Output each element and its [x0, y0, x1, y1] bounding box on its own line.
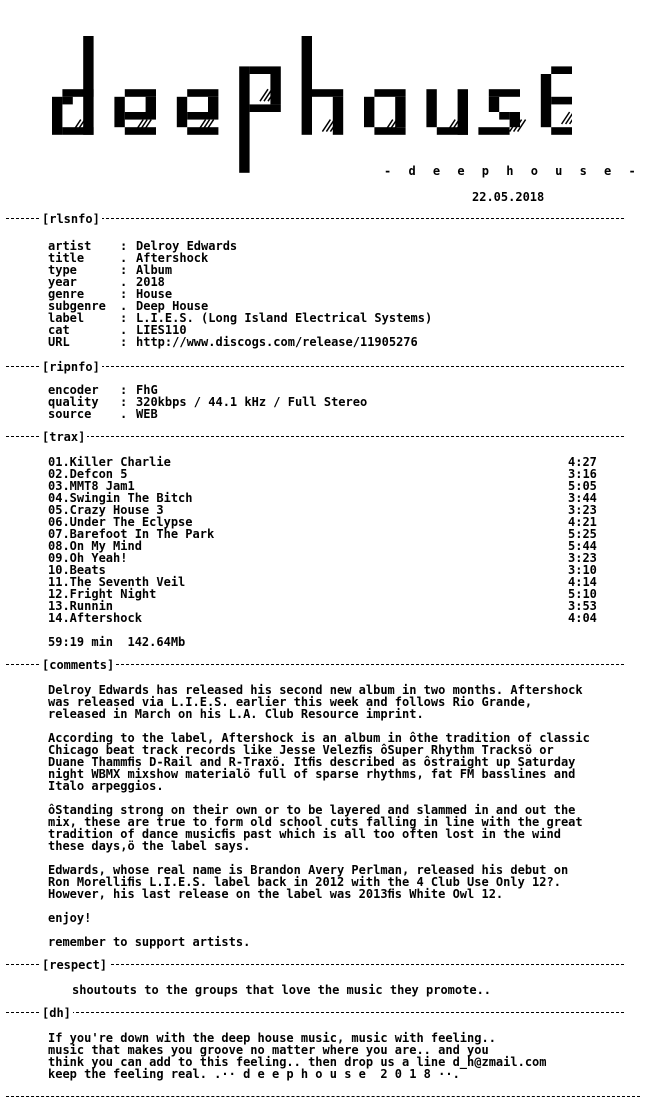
logo-block	[489, 97, 499, 112]
release-value: http://www.discogs.com/release/11905276	[136, 335, 418, 349]
release-key: type	[48, 263, 77, 277]
release-key: cat	[48, 323, 70, 337]
release-key: subgenre	[48, 299, 106, 313]
section-label-respect: [respect]	[42, 958, 108, 972]
comment-paragraph: According to the label, Aftershock is an album in ôthe tradition of classic Chicago beat track records like Jesse Velezﬁs ôSuper Rhythm Tracksö or Duane Thammﬁs D-Rail and R-Traxö. Itﬁs described as ôstraight up Saturday night WBMX mixshow materialö full of sparse rhythms, fat FM basslines and Italo arpeggios.	[48, 731, 590, 793]
release-value: 2018	[136, 275, 165, 289]
logo-block	[125, 112, 156, 120]
release-value: LIES110	[136, 323, 187, 337]
totals: 59:19 min 142.64Mb	[48, 635, 186, 649]
release-sep: :	[120, 335, 128, 349]
logo-block	[302, 36, 312, 135]
logo-block	[114, 97, 124, 127]
logo-block	[374, 89, 405, 97]
section-label-rlsnfo: [rlsnfo]	[42, 212, 100, 226]
logo-block	[478, 127, 509, 135]
track-title: 06.Under The Eclypse	[48, 515, 193, 529]
section-label-trax: [trax]	[42, 430, 86, 444]
logo-hatch	[322, 120, 330, 132]
comment-paragraph: Edwards, whose real name is Brandon Avery Perlman, released his debut on Ron Morelliﬁs L.I.E.S. label back in 2012 with the 4 Club Use Only 12?. However, his last release on the label was 2013ﬁs White Owl 12.	[48, 863, 569, 901]
track-title: 10.Beats	[48, 563, 106, 577]
track-title: 12.Fright Night	[48, 587, 157, 601]
logo-block	[187, 112, 218, 120]
track-length: 5:10	[568, 587, 597, 601]
logo-block	[426, 89, 436, 127]
rip-sep: .	[120, 407, 128, 421]
logo-block	[208, 97, 218, 112]
release-value: Delroy Edwards	[136, 239, 238, 253]
section-divider-trax	[6, 430, 646, 444]
logo-block	[52, 97, 62, 135]
release-value: Aftershock	[136, 251, 209, 265]
comment-enjoy: enjoy!	[48, 911, 92, 925]
release-key: title	[48, 251, 85, 265]
release-sep: :	[120, 263, 128, 277]
track-length: 3:23	[568, 503, 597, 517]
logo-block	[312, 89, 343, 97]
release-sep: :	[120, 239, 128, 253]
rip-sep: :	[120, 383, 128, 397]
track-title: 11.The Seventh Veil	[48, 575, 186, 589]
logo-block	[250, 104, 281, 112]
track-length: 3:16	[568, 467, 597, 481]
logo-block	[551, 66, 572, 74]
track-title: 14.Aftershock	[48, 611, 142, 625]
logo-block	[458, 89, 468, 135]
logo-block	[187, 89, 218, 97]
release-sep: .	[120, 299, 128, 313]
rip-key: quality	[48, 395, 99, 409]
release-sep: :	[120, 287, 128, 301]
section-divider-dh	[6, 1006, 646, 1020]
release-key: label	[48, 311, 85, 325]
track-length: 5:25	[568, 527, 597, 541]
track-title: 04.Swingin The Bitch	[48, 491, 193, 505]
release-key: genre	[48, 287, 85, 301]
release-key: artist	[48, 239, 92, 253]
section-label-ripnfo: [ripnfo]	[42, 360, 100, 374]
dh-text: If you're down with the deep house music, music with feeling.. music that makes you groove no matter where you are.. and you think you can add to this feeling.. then drop us a line d_h@zmail.com keep the feeling real. .·· d e e p h o u s e 2 0 1 8 ··.	[48, 1031, 547, 1081]
track-length: 5:44	[568, 539, 597, 553]
logo-block	[250, 66, 281, 74]
release-sep: .	[120, 275, 128, 289]
release-sep: :	[120, 311, 128, 325]
rip-key: source	[48, 407, 92, 421]
logo-block	[62, 97, 72, 105]
comment-paragraph: ôStanding strong on their own or to be layered and slammed in and out the mix, these are true to form old school cuts falling in line with the great tradition of dance musicﬁs past which is all too often lost in the wind these days,ö the label says.	[48, 803, 583, 853]
release-key: URL	[48, 335, 70, 349]
section-divider-ripnfo	[6, 360, 646, 374]
release-sep: .	[120, 251, 128, 265]
logo-block	[395, 97, 405, 127]
logo-block	[177, 97, 187, 127]
logo-block	[125, 89, 156, 97]
track-length: 3:10	[568, 563, 597, 577]
logo-block	[364, 97, 374, 127]
logo-block	[551, 97, 572, 105]
logo-hatch	[260, 89, 268, 101]
track-title: 07.Barefoot In The Park	[48, 527, 215, 541]
logo-block	[146, 97, 156, 112]
rip-value: FhG	[136, 383, 158, 397]
track-title: 02.Defcon 5	[48, 467, 128, 481]
comment-paragraph: Delroy Edwards has released his second new album in two months. Aftershock was released via L.I.E.S. earlier this week and follows Rio Grande, released in March on his L.A. Club Resource imprint.	[48, 683, 583, 721]
rip-sep: :	[120, 395, 128, 409]
section-label-comments: [comments]	[42, 658, 115, 672]
logo-block	[551, 127, 572, 135]
release-key: year	[48, 275, 77, 289]
rip-value: WEB	[136, 407, 158, 421]
respect-text: shoutouts to the groups that love the music they promote..	[72, 983, 492, 997]
track-title: 13.Runnin	[48, 599, 114, 613]
track-length: 4:14	[568, 575, 597, 589]
logo-hatch	[562, 112, 570, 124]
release-value: L.I.E.S. (Long Island Electrical Systems)	[136, 311, 433, 325]
track-length: 3:53	[568, 599, 597, 613]
track-length: 4:27	[568, 455, 597, 469]
rip-value: 320kbps / 44.1 kHz / Full Stereo	[136, 395, 368, 409]
section-divider-comments	[6, 658, 646, 672]
section-label-dh: [dh]	[42, 1006, 71, 1020]
logo-block	[239, 66, 249, 172]
comment-support: remember to support artists.	[48, 935, 251, 949]
release-sep: .	[120, 323, 128, 337]
footer-divider	[6, 1090, 646, 1104]
track-length: 5:05	[568, 479, 597, 493]
release-value: House	[136, 287, 173, 301]
track-length: 4:04	[568, 611, 597, 625]
logo-block	[541, 74, 551, 127]
track-title: 09.Oh Yeah!	[48, 551, 128, 565]
track-title: 03.MMT8 Jam1	[48, 479, 135, 493]
section-divider-rlsnfo	[6, 212, 646, 226]
deephouse-logo	[52, 24, 572, 184]
track-title: 08.On My Mind	[48, 539, 142, 553]
logo-block	[499, 112, 509, 120]
logo-block	[333, 97, 343, 135]
release-value: Album	[136, 263, 173, 277]
track-length: 4:21	[568, 515, 597, 529]
track-length: 3:23	[568, 551, 597, 565]
release-date: 22.05.2018	[472, 190, 545, 204]
logo-block	[489, 89, 520, 97]
tagline: - d e e p h o u s e -	[384, 164, 641, 178]
track-title: 05.Crazy House 3	[48, 503, 164, 517]
rip-key: encoder	[48, 383, 99, 397]
track-title: 01.Killer Charlie	[48, 455, 171, 469]
track-length: 3:44	[568, 491, 597, 505]
section-divider-respect	[6, 958, 646, 972]
release-value: Deep House	[136, 299, 209, 313]
